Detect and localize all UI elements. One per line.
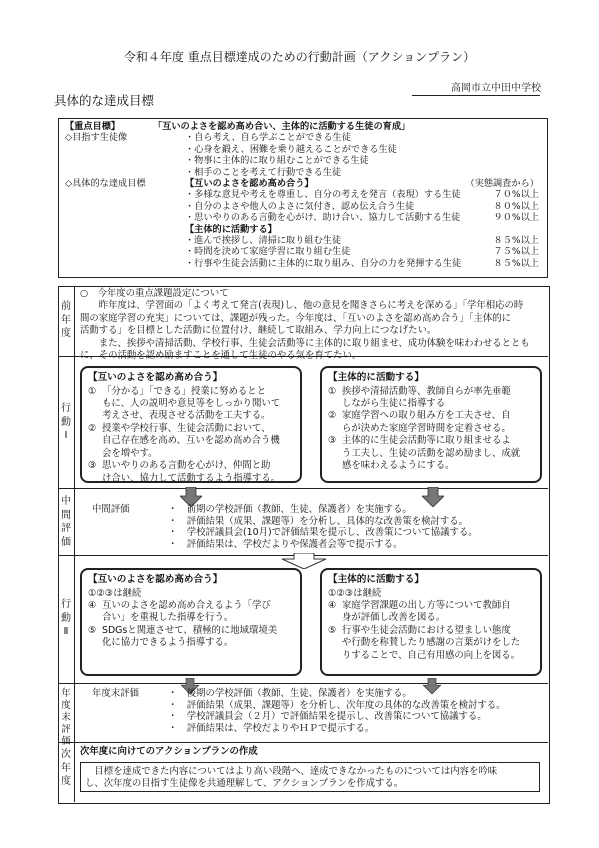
item-line: 自己存在感を高め、互いを認め高め合う機 [102,435,280,447]
action2-left-box [80,568,302,676]
next-year-line: し、次年度の目指す生徒像を共通理解して、アクションプランを作成する。 [85,778,404,790]
item-line: 合い」を重視した指導を行う。 [102,612,234,624]
item-line: SDGsと関連させて、積極的に地域環境美 [102,624,278,636]
priority-goal-text: 「互いのよさを認め高め合い、主体的に活動する生徒の育成」 [153,121,411,132]
label-end-eval-text: 年度末評価 [61,688,71,747]
item-line: 互いのよさを認め高め合えるよう「学び [102,600,271,612]
end-eval-item: ・ 評価結果（成果、課題等）を分析し、次年度の具体的な改善策を検討する。 [168,699,506,711]
goal-percent: ８５%以上 [493,234,539,246]
down-arrow-outline-icon [280,553,328,569]
item-number: ⑤ [328,624,337,636]
row-divider [58,488,548,489]
end-eval-section [92,688,542,734]
mid-eval-item: ・ 学校評議員会(10月)で評価結果を提示し、改善策について協議する。 [168,527,478,538]
prev-year-head: ○ 今年度の重点課題設定について [80,288,229,299]
ideal-label: ◇目指す生徒像 [65,132,128,144]
label-mid-eval [58,495,74,549]
action1-right-box [320,366,542,483]
item-line: や行動を称賛したり感謝の言葉がけをした [342,637,521,649]
action1-left-title: 【互いのよさを認め高め合う】 [88,372,223,383]
ideal-item: ・心身を鍛え、困難を乗り越えることができる生徒 [185,143,397,155]
action2-left-title: 【互いのよさを認め高め合う】 [88,574,223,585]
action1-left-item [88,386,294,423]
action2-right-box [320,568,542,676]
action1-right-item [328,410,534,435]
prev-year-section [80,288,545,362]
action1-right-title: 【主体的に活動する】 [328,372,424,383]
concrete-label: ◇具体的な達成目標 [65,177,146,189]
mid-eval-label: 中間評価 [92,504,130,515]
action2-right-continue: ①②③は継続 [328,587,382,599]
item-line: 思いやりのある言動を心がけ、仲間と助 [102,460,271,472]
goal-percent: ８５%以上 [493,257,539,269]
group1-title: 【互いのよさを認め高め合う】 [185,177,314,189]
item-line: 授業や学校行事、生徒会活動において、 [102,422,271,434]
item-line: 「分かる」「できる」授業に努めるとと [102,385,267,397]
item-line: 化に協力できるよう指導する。 [102,637,234,649]
item-number: ③ [88,460,97,472]
item-number: ⑤ [88,624,97,636]
next-year-line: 目標を達成できた内容についてはより高い段階へ、達成できなかったものについては内容を吟味 [85,766,498,777]
end-eval-item: ・ 評価結果は、学校だよりやＨＰで提示する。 [168,722,375,734]
priority-goal-row [65,121,543,132]
item-line: 主体的に生徒会活動等に取り組ませるよ [342,435,511,447]
item-number: ② [328,410,337,422]
action1-left-item [88,460,294,485]
goal-item: ・行事や生徒会活動に主体的に取り組み、自分の力を発揮する生徒 [185,257,462,269]
goal-percent: ９０%以上 [493,212,539,224]
goal-item: ・時間を決めて家庭学習に取り組む生徒 [185,246,351,258]
item-number: ① [328,385,337,397]
action2-right-item [328,625,534,662]
action1-left-item [88,423,294,460]
label-mid-eval-text: 中間評価 [61,496,71,548]
next-year-title: 次年度に向けてのアクションプランの作成 [80,746,258,757]
item-line: 会を増やす。 [102,447,158,459]
end-eval-label: 年度末評価 [92,688,139,699]
item-number: ③ [328,435,337,447]
item-line: もに、人の説明や意見等をしっかり聞いて [102,398,281,410]
action2-right-title: 【主体的に活動する】 [328,574,424,585]
label-prev-year-text: 前年度 [61,301,71,339]
label-action1 [58,402,74,443]
label-column-divider [74,286,75,802]
goals-box [58,118,548,278]
item-line: 身が評価し改善を図る。 [342,612,446,624]
goal-percent: ７５%以上 [493,246,539,258]
action1-left-box [80,366,302,483]
item-line: 感を味わえるようにする。 [342,460,455,472]
action2-right-item [328,600,534,625]
item-line: 家庭学習課題の出し方等について教師自 [342,600,511,612]
next-year-box [80,762,540,792]
end-eval-item: ・ 学校評議員会（２月）で評価結果を提示し、改善策について協議する。 [168,711,487,722]
school-name: 高岡市立中田中学校 [451,83,541,94]
row-divider [58,742,548,743]
goal-percent: ７０%以上 [493,189,539,201]
prev-year-line: に、その活動を認め励ますことを通して生徒のやる気を育てたい。 [80,350,362,362]
label-next-year [58,748,74,789]
item-line: 挨拶や清掃活動等、教師自らが率先垂範 [342,385,511,397]
mid-eval-item: ・ 評価結果は、学校だよりや保護者会等で提示する。 [168,538,403,550]
item-line: 考えさせ、表現させる活動を工夫する。 [102,410,271,422]
action2-left-item [88,625,294,650]
item-line: りすることで、自己有用感の向上を図る。 [342,649,520,661]
item-line: う工夫し、生徒の活動を認め励まし、成就 [342,447,521,459]
label-end-eval [58,688,74,747]
priority-goal-label: 【重点目標】 [65,121,121,132]
label-action1-text: 行動Ⅰ [61,403,71,441]
item-number: ④ [328,600,337,612]
goal-item: ・思いやりのある言動を心がけ、助け合い、協力して活動する生徒 [185,212,461,224]
goal-item: ・進んで挨拶し、清掃に取り組む生徒 [185,234,342,246]
label-action2 [58,598,74,639]
mid-eval-item: ・ 前期の学校評価（教師、生徒、保護者）を実施する。 [168,504,412,515]
action1-right-item [328,435,534,472]
mid-eval-section [92,504,542,550]
ideal-item: ・相手のことを考えて行動できる生徒 [185,166,342,178]
school-underline [412,95,540,96]
action2-left-continue: ①②③は継続 [88,587,142,599]
ideal-item: ・物事に主体的に取り組むことができる生徒 [185,155,369,167]
prev-year-line: 間の家庭学習の充実」については、課題が残った。今年度は、「互いのよさを認め高め合う」「主体的に [80,312,512,324]
prev-year-line: 昨年度は、学習面の「よく考えて発言(表現)し、他の意見を聞きさらに考えを深める」「学年相応の時 [80,300,524,312]
goal-percent: ８０%以上 [493,200,539,212]
end-eval-item: ・ 後期の学校評価（教師、生徒、保護者）を実施する。 [168,688,412,699]
action2-left-item [88,600,294,625]
row-divider [58,683,548,684]
item-line: しながら生徒に指導する [342,398,446,410]
label-prev-year [58,300,74,341]
mid-eval-item: ・ 評価結果（成果、課題等）を分析し、具体的な改善策を検討する。 [168,515,469,527]
item-number: ① [88,385,97,397]
section-heading: 具体的な達成目標 [54,93,155,108]
item-line: け合い、協力して活動するよう指導する。 [102,472,281,484]
item-line: 家庭学習への取り組み方を工夫させ、自 [342,410,511,422]
item-line: らが決めた家庭学習時間を定着させる。 [342,422,511,434]
group2-title: 【主体的に活動する】 [185,223,277,235]
goal-item: ・自分のよさや他人のよさに気付き、認め伝え合う生徒 [185,200,415,212]
prev-year-line: 活動する」を目標とした活動に位置付け、継続して取組み、学力向上につなげたい。 [80,325,437,337]
prev-year-line: また、挨拶や清掃活動、学校行事、生徒会活動等に主体的に取り組ませ、成功体験を味わわせるととも [80,337,530,349]
ideal-item: ・自ら考え、自ら学ぶことができる生徒 [185,132,351,144]
page-title: 令和４年度 重点目標達成のための行動計画（アクションプラン） [123,50,476,64]
item-number: ② [88,422,97,434]
survey-note: （実態調査から） [465,177,539,189]
goal-item: ・多様な意見や考えを尊重し、自分の考えを発言（表現）する生徒 [185,189,461,201]
item-number: ④ [88,600,97,612]
action1-right-item [328,386,534,411]
label-next-year-text: 次年度 [61,749,71,787]
item-line: 行事や生徒会活動における望ましい態度 [342,624,511,636]
label-action2-text: 行動Ⅱ [61,599,71,637]
